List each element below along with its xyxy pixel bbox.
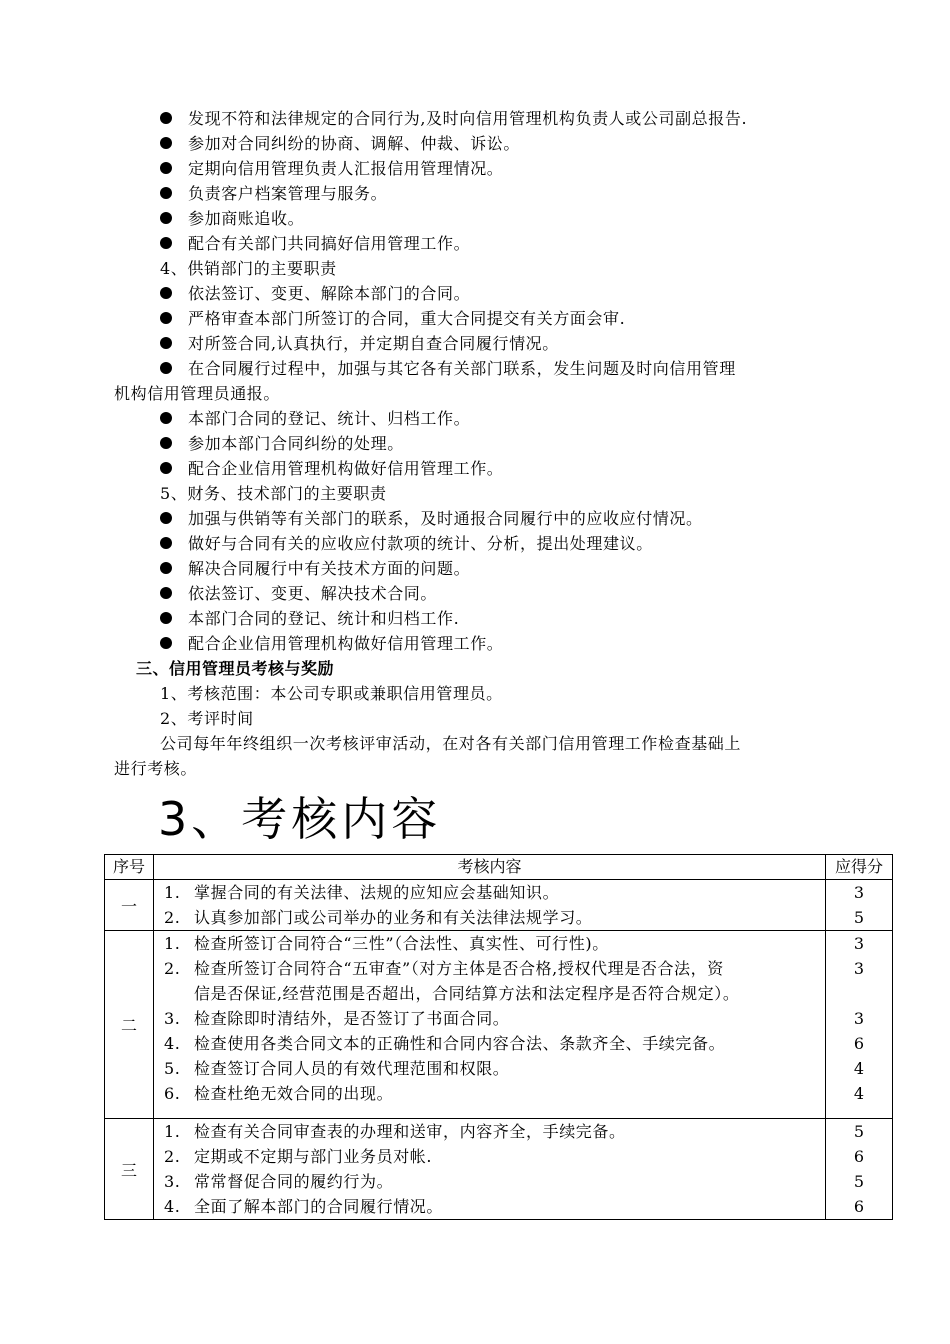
bullet-icon: [160, 112, 172, 124]
item-score: 4: [853, 1059, 864, 1078]
table-row: [105, 931, 893, 1119]
bullet-text: 参加商账追收。: [188, 209, 305, 228]
bullet-icon: [160, 462, 172, 474]
item-score: 6: [853, 1147, 864, 1166]
list-item: [154, 1006, 825, 1031]
bullet-icon: [160, 237, 172, 249]
bullet-text: 在合同履行过程中，加强与其它各有关部门联系，发生问题及时向信用管理: [188, 359, 736, 378]
item-text: 认真参加部门或公司举办的业务和有关法律法规学习。: [194, 908, 593, 927]
bullet-text: 严格审查本部门所签订的合同，重大合同提交有关方面会审.: [188, 309, 626, 328]
bullet-icon: [160, 187, 172, 199]
assessment-paragraph-line1: 公司每年年终组织一次考核评审活动，在对各有关部门信用管理工作检查基础上: [160, 734, 742, 753]
item-score: 3: [853, 934, 864, 953]
bullet-text: 参加本部门合同纠纷的处理。: [188, 434, 404, 453]
bullet-text: 加强与供销等有关部门的联系，及时通报合同履行中的应收应付情况。: [188, 509, 703, 528]
section-5-title: 5、财务、技术部门的主要职责: [160, 484, 387, 503]
bullet-icon: [160, 162, 172, 174]
item-number: 2.: [164, 908, 181, 927]
table-header-row: [105, 855, 893, 880]
item-text: 常常督促合同的履约行为。: [194, 1172, 394, 1191]
item-score: 5: [853, 908, 864, 927]
item-text: 定期或不定期与部门业务员对帐.: [194, 1147, 433, 1166]
table-row: [105, 1119, 893, 1220]
item-score: 3: [853, 1009, 864, 1028]
bullet-text: 配合企业信用管理机构做好信用管理工作。: [188, 459, 504, 478]
group-number: 一: [105, 880, 154, 931]
bullet-text: 做好与合同有关的应收应付款项的统计、分析，提出处理建议。: [188, 534, 653, 553]
bullet-text: 负责客户档案管理与服务。: [188, 184, 388, 203]
list-item: [154, 1194, 825, 1219]
bullet-icon: [160, 612, 172, 624]
list-item: [154, 1031, 825, 1056]
item-text: 检查使用各类合同文本的正确性和合同内容合法、条款齐全、手续完备。: [194, 1034, 726, 1053]
bullet-text: 参加对合同纠纷的协商、调解、仲裁、诉讼。: [188, 134, 521, 153]
item-score: 6: [853, 1197, 864, 1216]
group-scores: [826, 1119, 893, 1220]
list-item: [154, 905, 825, 930]
bullet-icon: [160, 362, 172, 374]
assessment-paragraph-line2: 进行考核。: [114, 759, 198, 778]
table-row: [105, 880, 893, 931]
section-4-title: 4、供销部门的主要职责: [160, 259, 337, 278]
list-item: [154, 931, 825, 956]
list-item: [154, 1144, 825, 1169]
item-number: 1.: [164, 934, 181, 953]
list-item: [154, 1119, 825, 1144]
bullet-icon: [160, 437, 172, 449]
bullet-text: 依法签订、变更、解除本部门的合同。: [188, 284, 471, 303]
item-score: 3: [853, 883, 864, 902]
item-number: 1.: [164, 1122, 181, 1141]
assessment-scope: 1、考核范围：本公司专职或兼职信用管理员。: [160, 684, 503, 703]
assessment-table: [104, 854, 893, 1220]
bullet-text: 配合有关部门共同搞好信用管理工作。: [188, 234, 471, 253]
item-text: 检查所签订合同符合“三性”（合法性、真实性、可行性)。: [194, 934, 609, 953]
bullet-text: 对所签合同,认真执行，并定期自查合同履行情况。: [188, 334, 559, 353]
item-number: 6.: [164, 1084, 181, 1103]
list-item: [154, 1056, 825, 1081]
item-score: 6: [853, 1034, 864, 1053]
item-number: 1.: [164, 883, 181, 902]
header-score: 应得分: [826, 855, 893, 880]
item-number: 2.: [164, 959, 181, 978]
bullet-text: 本部门合同的登记、统计和归档工作.: [188, 609, 460, 628]
header-content: 考核内容: [154, 855, 826, 880]
item-text: 检查所签订合同符合“五审查”（对方主体是否合格,授权代理是否合法，资: [194, 959, 724, 978]
item-text: 全面了解本部门的合同履行情况。: [194, 1197, 444, 1216]
group-scores: [826, 931, 893, 1119]
bullet-icon: [160, 287, 172, 299]
bullet-icon: [160, 212, 172, 224]
group-items: [154, 1119, 826, 1220]
bullet-icon: [160, 587, 172, 599]
list-item: [154, 1081, 825, 1106]
item-score: 5: [853, 1172, 864, 1191]
group-items: [154, 931, 826, 1119]
bullet-icon: [160, 512, 172, 524]
bullet-icon: [160, 312, 172, 324]
list-item: [154, 956, 825, 981]
list-item-continuation: [154, 981, 825, 1006]
bullet-text: 发现不符和法律规定的合同行为,及时向信用管理机构负责人或公司副总报告.: [188, 109, 748, 128]
group-number: 三: [105, 1119, 154, 1220]
group-scores: [826, 880, 893, 931]
item-number: 3.: [164, 1172, 181, 1191]
list-item: [154, 880, 825, 905]
bullet-text: 定期向信用管理负责人汇报信用管理情况。: [188, 159, 504, 178]
bullet-text-continuation: 机构信用管理员通报。: [114, 384, 281, 403]
group-items: [154, 880, 826, 931]
bullet-icon: [160, 412, 172, 424]
item-text: 检查除即时清结外，是否签订了书面合同。: [194, 1009, 510, 1028]
item-text: 检查有关合同审查表的办理和送审，内容齐全，手续完备。: [194, 1122, 626, 1141]
bullet-icon: [160, 537, 172, 549]
bullet-text: 依法签订、变更、解决技术合同。: [188, 584, 438, 603]
section-three-heading: 三、信用管理员考核与奖励: [136, 659, 335, 678]
item-score: 3: [853, 959, 864, 978]
item-number: 4.: [164, 1034, 181, 1053]
item-text: 检查签订合同人员的有效代理范围和权限。: [194, 1059, 510, 1078]
item-number: 3.: [164, 1009, 181, 1028]
bullet-text: 配合企业信用管理机构做好信用管理工作。: [188, 634, 504, 653]
item-score: 5: [853, 1122, 864, 1141]
assessment-time-title: 2、考评时间: [160, 709, 254, 728]
assessment-content-title: 3、考核内容: [158, 792, 442, 846]
item-number: 5.: [164, 1059, 181, 1078]
bullet-text: 本部门合同的登记、统计、归档工作。: [188, 409, 471, 428]
header-no: 序号: [105, 855, 154, 880]
item-number: 2.: [164, 1147, 181, 1166]
group-number: 二: [105, 931, 154, 1119]
bullet-icon: [160, 337, 172, 349]
bullet-text: 解决合同履行中有关技术方面的问题。: [188, 559, 471, 578]
item-text: 掌握合同的有关法律、法规的应知应会基础知识。: [194, 883, 560, 902]
item-number: 4.: [164, 1197, 181, 1216]
item-text: 检查杜绝无效合同的出现。: [194, 1084, 394, 1103]
list-item: [154, 1169, 825, 1194]
bullet-icon: [160, 137, 172, 149]
bullet-icon: [160, 562, 172, 574]
item-score: 4: [853, 1084, 864, 1103]
item-text: 信是否保证,经营范围是否超出，合同结算方法和法定程序是否符合规定）。: [194, 984, 740, 1003]
bullet-icon: [160, 637, 172, 649]
